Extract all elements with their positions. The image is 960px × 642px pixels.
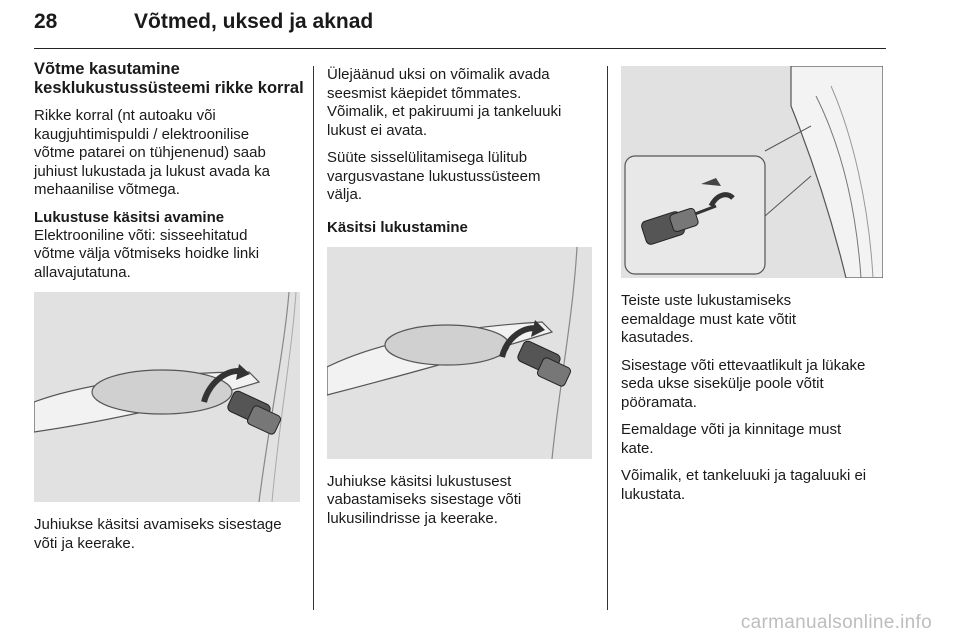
- chapter-title: Võtmed, uksed ja aknad: [134, 10, 374, 33]
- unlock-paragraph: Elektrooniline võti: sisseehitatud võtme välja võtmiseks hoidke linki allavajutatuna.: [34, 226, 260, 281]
- column-1: [34, 60, 304, 562]
- figure-caption-lock: Juhiukse käsitsi lukustusest vabastamiseks sisestage võti lukusilindrisse ja keerake.: [327, 472, 522, 527]
- section-title: Võtme kasutamine kesklukustussüsteemi rikke korral: [34, 60, 304, 97]
- door-handle-lock-illustration: [327, 247, 592, 459]
- figure-caption-unlock: Juhiukse käsitsi avamiseks sisestage võti ja keerake.: [34, 516, 282, 552]
- paragraph-remove-key: Eemaldage võti ja kinnitage must kate.: [621, 421, 842, 457]
- column-divider: [313, 66, 314, 610]
- door-handle-unlock-illustration: [34, 292, 300, 502]
- key-icon: [226, 390, 282, 436]
- paragraph-other-doors: Ülejäänud uksi on võimalik avada seesmist käepidet tõmmates. Võimalik, et pakiruumi ja tankeluuki lukust ei avata.: [327, 66, 562, 139]
- page-header: [34, 6, 886, 49]
- page-number: 28: [34, 10, 58, 33]
- subheading-lock: Käsitsi lukustamine: [327, 218, 468, 236]
- watermark: carmanualsonline.info: [740, 612, 932, 633]
- paragraph-other-doors-lock: Teiste uste lukustamiseks eemaldage must kate võtit kasutades.: [621, 292, 797, 346]
- door-edge-lock-illustration: [621, 66, 883, 278]
- column-2: [327, 66, 595, 537]
- paragraph-fuel-flap: Võimalik, et tankeluuki ja tagaluuki ei lukustata.: [621, 467, 867, 503]
- intro-paragraph: Rikke korral (nt autoaku või kaugjuhtimispuldi / elektroonilise võtme patarei on tühjenenud) saab juhiust lukustada ja lukust avada ka mehaanilise võtmega.: [34, 107, 270, 198]
- paragraph-insert-key: Sisestage võti ettevaatlikult ja lükake seda ukse sisekülje poole võtit pööramata.: [621, 356, 866, 411]
- paragraph-antitheft: Süüte sisselülitamisega lülitub vargusvastane lukustussüsteem välja.: [327, 149, 541, 203]
- column-3: [621, 66, 891, 513]
- subheading-unlock: Lukustuse käsitsi avamine: [34, 208, 225, 226]
- column-divider: [607, 66, 608, 610]
